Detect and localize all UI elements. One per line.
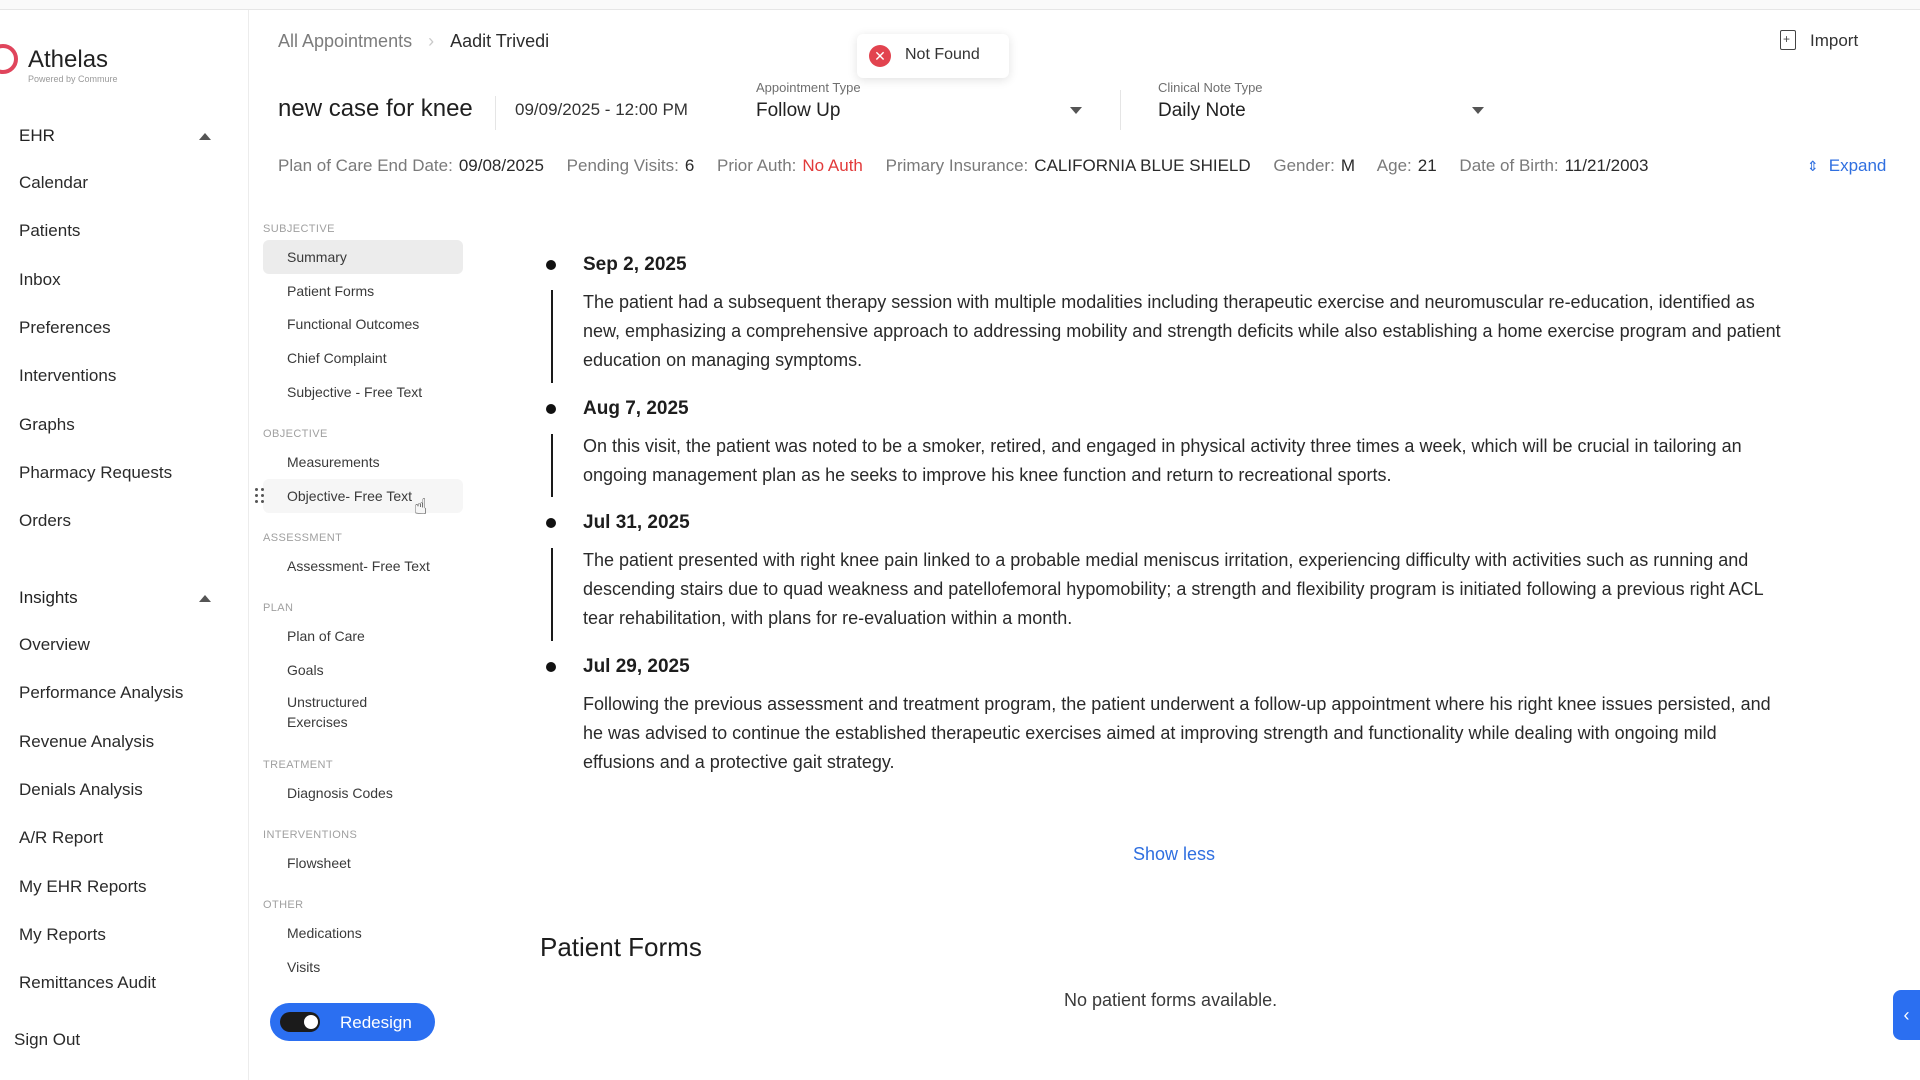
timeline-line [551,434,553,497]
timeline-dot [546,260,556,270]
appointment-type-select[interactable]: Follow Up [756,100,841,121]
nav-item-remittances-audit[interactable]: Remittances Audit [19,973,157,992]
primary-insurance: CALIFORNIA BLUE SHIELD [1034,156,1251,175]
section-item-objective-free-text[interactable]: Objective- Free Text [263,479,463,513]
error-icon: ✕ [869,45,891,67]
section-heading-subjective: SUBJECTIVE [263,223,335,235]
pending-visits: 6 [684,156,695,175]
toggle-track [280,1012,320,1032]
chevron-up-icon [199,595,211,602]
info-label: Prior Auth: [717,156,797,175]
breadcrumb-current: Aadit Trivedi [450,31,550,51]
timeline-note: Following the previous assessment and treatment program, the patient underwent a follow-up appointment where his right knee issues persisted, and he was advised to continue the established therapeutic exercises aimed at improving strength and functionality while dealing with ongoing mild effusions and a protective gait strategy. [583,694,1771,772]
error-toast [857,34,1009,78]
nav-item-my-ehr-reports[interactable]: My EHR Reports [19,877,147,896]
chevron-up-icon [199,133,211,140]
brand-name: Athelas [28,46,109,73]
nav-item-revenue-analysis[interactable]: Revenue Analysis [19,732,155,751]
chevron-right-icon: › [428,31,435,51]
timeline-date: Sep 2, 2025 [583,254,687,275]
timeline-note: The patient had a subsequent therapy session with multiple modalities including therapeutic exercise and neuromuscular re-education, identified as new, emphasizing a comprehensive approach to addressing mobility and strength deficits while also establishing a home exercise program and patient education on managing symptoms. [583,292,1781,370]
divider [495,96,496,130]
show-less-link[interactable]: Show less [1133,844,1216,864]
section-heading-objective: OBJECTIVE [263,428,328,440]
nav-item-inbox[interactable]: Inbox [19,270,61,289]
section-item-diagnosis-codes[interactable]: Diagnosis Codes [287,785,393,801]
nav-item-interventions[interactable]: Interventions [19,366,117,385]
section-heading-plan: PLAN [263,602,294,614]
drag-handle-icon[interactable] [255,488,267,504]
top-border [0,0,1920,10]
section-item-functional-outcomes[interactable]: Functional Outcomes [287,316,420,332]
timeline-line [551,290,553,383]
toggle-knob [304,1015,318,1029]
plan-of-care-end-date: 09/08/2025 [458,156,544,175]
timeline-dot [546,404,556,414]
divider [1120,90,1121,130]
info-label: Gender: [1273,156,1335,175]
expand-chevrons-icon: ⇕ [1807,158,1819,174]
timeline-date: Jul 29, 2025 [583,656,690,677]
nav-item-graphs[interactable]: Graphs [19,415,75,434]
nav-group-insights[interactable] [0,580,249,616]
section-item-flowsheet[interactable]: Flowsheet [287,855,351,871]
redesign-toggle[interactable] [270,1003,435,1041]
page-title: new case for knee [278,95,473,122]
hand-cursor-icon: ☝ [414,494,428,519]
breadcrumb-root[interactable]: All Appointments [278,31,413,51]
timeline-dot [546,518,556,528]
patient-info-bar [278,156,1666,176]
logo-ring-icon [0,44,18,74]
timeline-note: The patient presented with right knee pain linked to a probable medial meniscus irritation, experiencing difficulty with activities such as running and descending stairs due to quad weakness and patellofemoral hypomobility; a strength and flexibility program is initiated following a previous right ACL tear rehabilitation, with plans for re-evaluation within a month. [583,550,1763,628]
nav-item-patients[interactable]: Patients [19,221,81,240]
section-heading-other: OTHER [263,899,304,911]
gender: M [1340,156,1355,175]
section-item-summary[interactable]: Summary [263,240,463,274]
section-item-subjective-free-text[interactable]: Subjective - Free Text [287,384,423,400]
nav-group-label: Insights [19,588,78,607]
nav-item-my-reports[interactable]: My Reports [19,925,106,944]
timeline-date: Jul 31, 2025 [583,512,690,533]
brand-subtitle: Powered by Commure [28,74,118,84]
prior-auth-status: No Auth [802,156,863,175]
timeline-date: Aug 7, 2025 [583,398,689,419]
import-button[interactable] [1780,30,1858,56]
section-heading-interventions: INTERVENTIONS [263,829,358,841]
date-of-birth: 11/21/2003 [1564,156,1649,175]
nav-item-pharmacy-requests[interactable]: Pharmacy Requests [19,463,173,482]
expand-label: Expand [1828,156,1887,175]
clinical-note-type-label: Clinical Note Type [1158,80,1263,95]
section-item-measurements[interactable]: Measurements [287,454,380,470]
sign-out-link[interactable]: Sign Out [14,1030,81,1049]
toast-text: Not Found [905,46,980,63]
nav-item-calendar[interactable]: Calendar [19,173,88,192]
main-sidebar [0,10,249,1080]
section-item-goals[interactable]: Goals [287,662,324,678]
clinical-note-type-select[interactable]: Daily Note [1158,100,1246,121]
chevron-down-icon[interactable] [1472,107,1484,114]
timeline-line [551,548,553,641]
info-label: Plan of Care End Date: [278,156,453,175]
nav-item-overview[interactable]: Overview [19,635,90,654]
section-item-unstructured-exercises[interactable]: Unstructured Exercises [287,694,368,730]
section-item-patient-forms[interactable]: Patient Forms [287,283,375,299]
breadcrumb [278,31,549,52]
info-label: Date of Birth: [1459,156,1559,175]
nav-item-performance-analysis[interactable]: Performance Analysis [19,683,184,702]
patient-forms-heading: Patient Forms [540,932,702,962]
info-label: Age: [1376,156,1412,175]
nav-item-orders[interactable]: Orders [19,511,71,530]
patient-forms-empty-state: No patient forms available. [1064,990,1278,1010]
toggle-label: Redesign [340,1013,412,1032]
section-heading-assessment: ASSESSMENT [263,532,343,544]
import-label: Import [1810,31,1859,50]
info-label: Primary Insurance: [885,156,1029,175]
timeline-note: On this visit, the patient was noted to be a smoker, retired, and engaged in physical activity three times a week, which will be crucial in tailoring an ongoing management plan as he seeks to improve his knee function and return to recreational sports. [583,436,1742,485]
chevron-down-icon[interactable] [1070,107,1082,114]
age: 21 [1417,156,1437,175]
section-item-plan-of-care[interactable]: Plan of Care [287,628,365,644]
timeline-dot [546,662,556,672]
nav-group-ehr[interactable] [0,118,249,154]
nav-item-ar-report[interactable]: A/R Report [19,828,104,847]
section-item-chief-complaint[interactable]: Chief Complaint [287,350,387,366]
section-item-medications[interactable]: Medications [287,925,362,941]
section-heading-treatment: TREATMENT [263,759,334,771]
nav-item-preferences[interactable]: Preferences [19,318,111,337]
collapse-panel-button[interactable]: ‹ [1893,990,1920,1040]
brand-logo[interactable] [0,36,240,86]
file-import-icon [1780,30,1796,50]
section-item-assessment-free-text[interactable]: Assessment- Free Text [287,558,430,574]
appointment-type-label: Appointment Type [756,80,861,95]
nav-item-denials-analysis[interactable]: Denials Analysis [19,780,143,799]
appointment-datetime[interactable]: 09/09/2025 - 12:00 PM [515,100,688,119]
nav-group-label: EHR [19,126,55,145]
section-item-visits[interactable]: Visits [287,959,321,975]
expand-button[interactable] [1807,156,1886,176]
info-label: Pending Visits: [566,156,679,175]
